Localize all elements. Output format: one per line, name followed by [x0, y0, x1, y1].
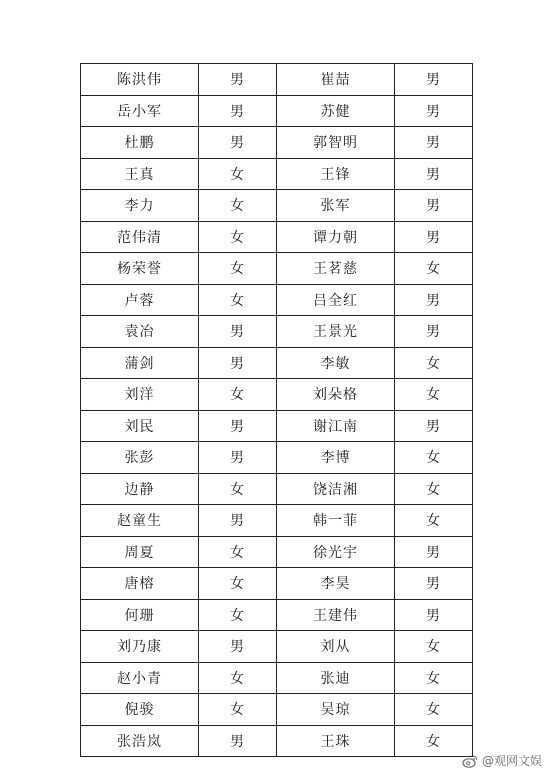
gender-cell: 男 [199, 347, 277, 379]
name-cell: 卢蓉 [81, 284, 199, 316]
table-row [81, 662, 473, 694]
name-cell: 赵小青 [81, 662, 199, 694]
name-cell: 蒲剑 [81, 347, 199, 379]
table-row [81, 442, 473, 474]
gender-cell: 女 [395, 631, 473, 663]
name-cell: 唐榕 [81, 568, 199, 600]
gender-cell: 女 [395, 694, 473, 726]
gender-cell: 女 [199, 221, 277, 253]
table-row [81, 631, 473, 663]
table-row [81, 599, 473, 631]
gender-cell: 女 [199, 253, 277, 285]
table-row [81, 64, 473, 96]
gender-cell: 女 [395, 725, 473, 757]
name-cell: 张军 [277, 190, 395, 222]
gender-cell: 女 [199, 662, 277, 694]
table-row [81, 694, 473, 726]
table-row [81, 347, 473, 379]
gender-cell: 男 [199, 64, 277, 96]
gender-cell: 男 [395, 158, 473, 190]
gender-cell: 男 [199, 127, 277, 159]
table-row [81, 410, 473, 442]
table-row [81, 190, 473, 222]
gender-cell: 女 [395, 379, 473, 411]
name-cell: 苏健 [277, 95, 395, 127]
table-row [81, 221, 473, 253]
gender-cell: 女 [199, 536, 277, 568]
name-cell: 刘民 [81, 410, 199, 442]
name-cell: 张迪 [277, 662, 395, 694]
table-row [81, 725, 473, 757]
gender-cell: 男 [199, 442, 277, 474]
gender-cell: 男 [395, 127, 473, 159]
name-cell: 徐光宇 [277, 536, 395, 568]
table-row [81, 505, 473, 537]
table-row [81, 127, 473, 159]
name-cell: 吕全红 [277, 284, 395, 316]
name-cell: 王真 [81, 158, 199, 190]
watermark-text: @观网文娱 [481, 754, 542, 768]
gender-cell: 女 [395, 505, 473, 537]
gender-cell: 男 [395, 316, 473, 348]
name-cell: 袁冶 [81, 316, 199, 348]
gender-cell: 男 [395, 568, 473, 600]
name-cell: 岳小军 [81, 95, 199, 127]
name-cell: 王珠 [277, 725, 395, 757]
gender-cell: 男 [395, 284, 473, 316]
name-cell: 王锋 [277, 158, 395, 190]
name-cell: 韩一菲 [277, 505, 395, 537]
name-cell: 刘朵格 [277, 379, 395, 411]
gender-cell: 男 [199, 95, 277, 127]
gender-cell: 女 [395, 662, 473, 694]
name-cell: 陈洪伟 [81, 64, 199, 96]
name-cell: 王建伟 [277, 599, 395, 631]
name-cell: 周夏 [81, 536, 199, 568]
gender-cell: 男 [395, 599, 473, 631]
table-row [81, 284, 473, 316]
gender-cell: 男 [199, 316, 277, 348]
gender-cell: 男 [199, 725, 277, 757]
name-cell: 杜鹏 [81, 127, 199, 159]
gender-cell: 女 [199, 568, 277, 600]
name-cell: 李力 [81, 190, 199, 222]
gender-cell: 女 [199, 599, 277, 631]
name-cell: 何珊 [81, 599, 199, 631]
name-cell: 边静 [81, 473, 199, 505]
name-cell: 范伟清 [81, 221, 199, 253]
name-cell: 饶洁湘 [277, 473, 395, 505]
table-row [81, 536, 473, 568]
name-cell: 李昊 [277, 568, 395, 600]
table-row [81, 316, 473, 348]
gender-cell: 女 [395, 473, 473, 505]
roster-table [80, 63, 473, 757]
gender-cell: 男 [199, 410, 277, 442]
gender-cell: 女 [199, 473, 277, 505]
gender-cell: 女 [199, 694, 277, 726]
gender-cell: 男 [199, 505, 277, 537]
name-cell: 王茗慈 [277, 253, 395, 285]
gender-cell: 男 [395, 64, 473, 96]
gender-cell: 女 [395, 442, 473, 474]
name-cell: 刘从 [277, 631, 395, 663]
table-row [81, 473, 473, 505]
name-cell: 李博 [277, 442, 395, 474]
gender-cell: 男 [395, 95, 473, 127]
name-cell: 杨荣誉 [81, 253, 199, 285]
gender-cell: 女 [395, 253, 473, 285]
roster-table-body [81, 64, 473, 757]
table-row [81, 95, 473, 127]
gender-cell: 女 [199, 379, 277, 411]
gender-cell: 男 [199, 631, 277, 663]
table-row [81, 253, 473, 285]
gender-cell: 男 [395, 410, 473, 442]
name-cell: 谢江南 [277, 410, 395, 442]
name-cell: 刘洋 [81, 379, 199, 411]
name-cell: 李敏 [277, 347, 395, 379]
gender-cell: 女 [199, 190, 277, 222]
gender-cell: 女 [199, 158, 277, 190]
gender-cell: 女 [199, 284, 277, 316]
gender-cell: 女 [395, 347, 473, 379]
gender-cell: 男 [395, 221, 473, 253]
weibo-icon [462, 754, 478, 768]
name-cell: 王景光 [277, 316, 395, 348]
name-cell: 刘乃康 [81, 631, 199, 663]
weibo-watermark [462, 752, 542, 769]
gender-cell: 男 [395, 190, 473, 222]
name-cell: 张彭 [81, 442, 199, 474]
table-row [81, 379, 473, 411]
gender-cell: 男 [395, 536, 473, 568]
table-row [81, 568, 473, 600]
name-cell: 崔喆 [277, 64, 395, 96]
name-cell: 张浩岚 [81, 725, 199, 757]
name-cell: 赵童生 [81, 505, 199, 537]
name-cell: 谭力朝 [277, 221, 395, 253]
name-cell: 倪骏 [81, 694, 199, 726]
name-cell: 郭智明 [277, 127, 395, 159]
table-row [81, 158, 473, 190]
name-cell: 吴琼 [277, 694, 395, 726]
